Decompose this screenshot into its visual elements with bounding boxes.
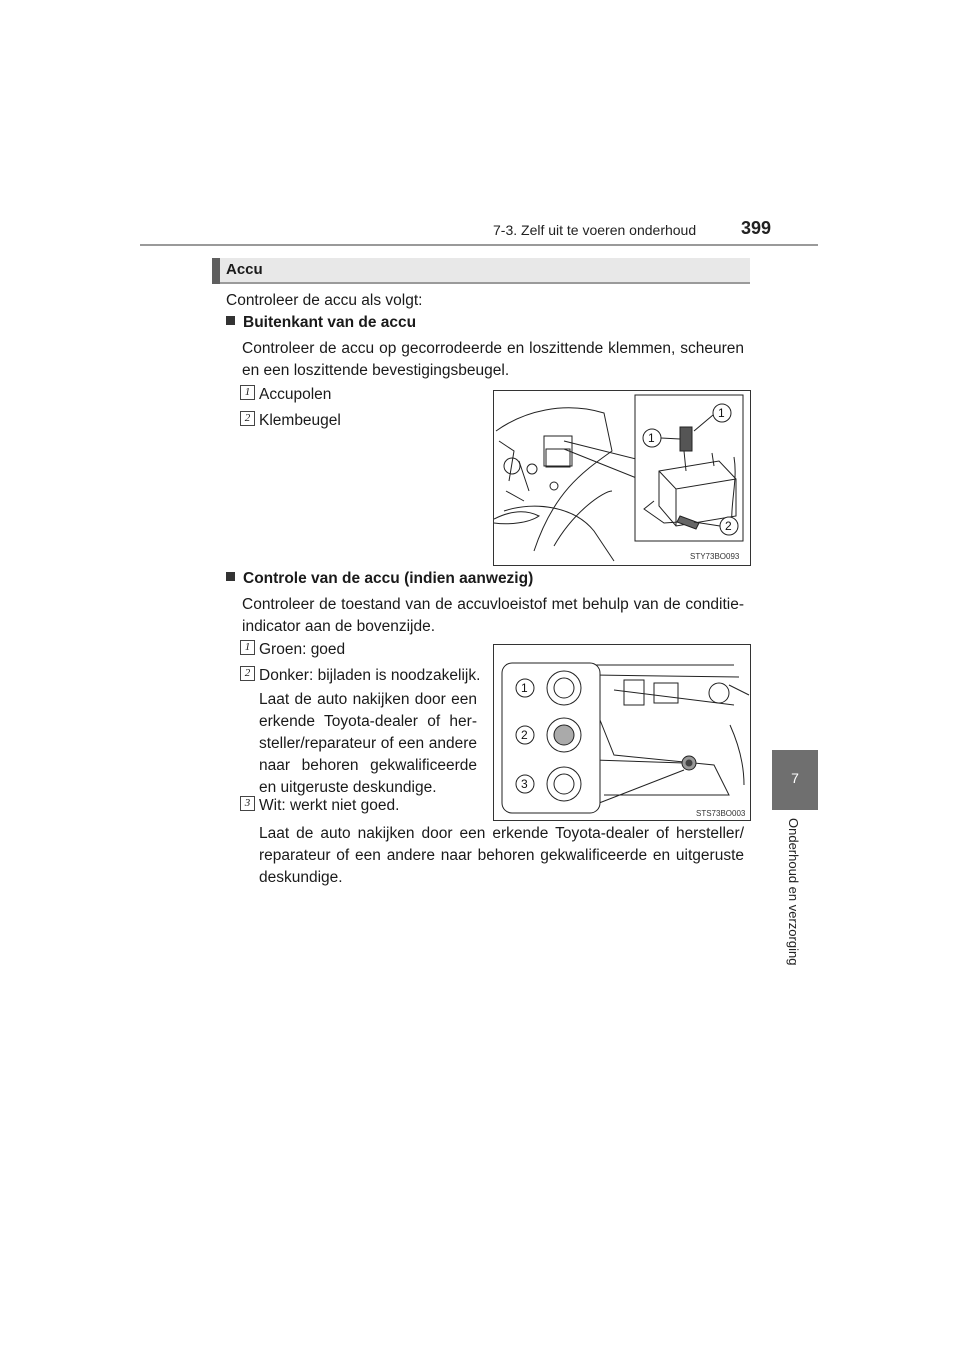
subheading-check: Controle van de accu (indien aanwezig)	[226, 570, 533, 588]
callout-white: 3	[521, 777, 528, 791]
check-paragraph: Controleer de toestand van de accuvloeistof met behulp van de conditie-indicator aan de bovenzijde.	[242, 596, 744, 635]
indicator-illustration	[494, 645, 750, 820]
page-number: 399	[741, 218, 772, 238]
item-label: Wit: werkt niet goed.	[259, 797, 400, 814]
item-label: Groen: goed	[259, 641, 346, 658]
figure-code: STY73BO093	[690, 552, 740, 561]
item-number-badge: 1	[240, 385, 255, 400]
square-bullet-icon	[226, 316, 235, 325]
header-rule	[140, 244, 818, 246]
item-number-badge: 1	[240, 640, 255, 655]
callout-1-top: 1	[718, 406, 725, 420]
callout-2: 2	[725, 519, 732, 533]
callout-1-left: 1	[648, 431, 655, 445]
item-note: Laat de auto nakijken door een erkende Toyota-dealer of her-steller/reparateur of een andere naar behoren gekwalificeerde en uitgeruste deskundige.	[259, 691, 477, 796]
running-header-section: 7-3. Zelf uit te voeren onderhoud	[493, 222, 697, 238]
chapter-number: 7	[791, 770, 799, 786]
item-label: Donker: bijladen is noodzakelijk.	[259, 667, 481, 684]
item-note: Laat de auto nakijken door een erkende Toyota-dealer of hersteller/ reparateur of een andere naar behoren gekwalificeerde en uitgeruste deskundige.	[259, 825, 744, 886]
square-bullet-icon	[226, 572, 235, 581]
callout-green: 1	[521, 681, 528, 695]
battery-engine-illustration	[494, 391, 750, 565]
callout-dark: 2	[521, 728, 528, 742]
intro-text: Controleer de accu als volgt:	[226, 292, 423, 309]
figure-code: STS73BO003	[696, 809, 746, 818]
outside-paragraph: Controleer de accu op gecorrodeerde en loszittende klemmen, scheuren en een loszittende bevestigingsbeugel.	[242, 340, 744, 379]
section-heading-accent	[212, 258, 220, 284]
item-number-badge: 2	[240, 411, 255, 426]
subheading-outside: Buitenkant van de accu	[226, 314, 416, 332]
item-label: Accupolen	[259, 386, 332, 403]
item-label: Klembeugel	[259, 412, 341, 429]
indicator-figure	[493, 644, 751, 821]
chapter-label: Onderhoud en verzorging	[786, 818, 801, 966]
section-heading-bar	[212, 258, 750, 284]
item-number-badge: 2	[240, 666, 255, 681]
item-number-badge: 3	[240, 796, 255, 811]
battery-figure	[493, 390, 751, 566]
section-title: Accu	[226, 261, 263, 278]
